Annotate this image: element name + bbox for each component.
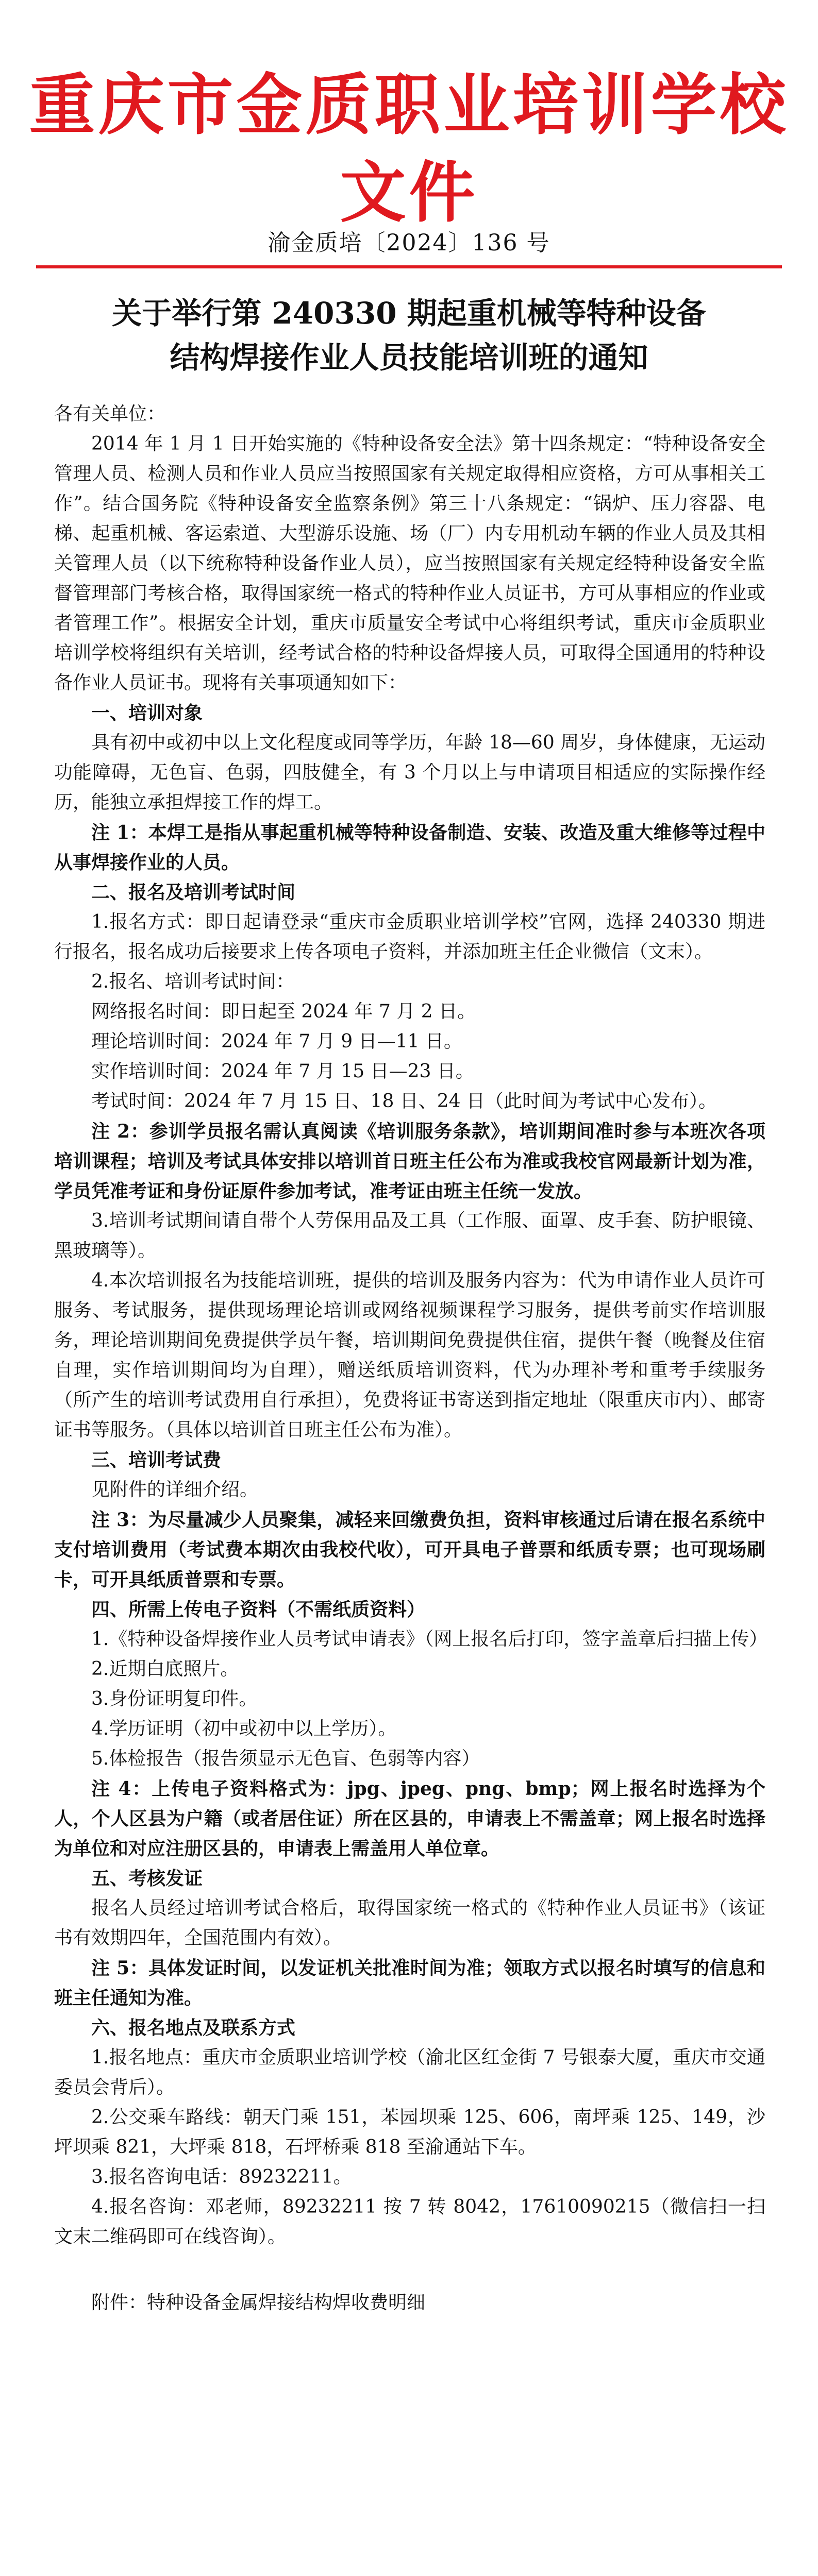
section-2-exam-date: 考试时间：2024 年 7 月 15 日、18 日、24 日（此时间为考试中心发布）。 bbox=[91, 1091, 717, 1112]
section-4-item-3: 3.身份证明复印件。 bbox=[91, 1688, 258, 1709]
section-6-address: 1.报名地点：重庆市金质职业培训学校（渝北区红金街 7 号银泰大厦，重庆市交通委员会背后）。 bbox=[54, 2047, 765, 2098]
section-3-heading: 三、培训考试费 bbox=[91, 1449, 222, 1471]
section-2-online-date: 网络报名时间：即日起至 2024 年 7 月 2 日。 bbox=[91, 1001, 476, 1022]
red-divider bbox=[36, 265, 782, 268]
section-3-note: 注 3：为尽量减少人员聚集，减轻来回缴费负担，资料审核通过后请在报名系统中支付培训费用（考试费本期次由我校代收），可开具电子普票和纸质专票；也可现场刷卡，可开具纸质普票和专票。 bbox=[54, 1509, 765, 1590]
section-1-text: 具有初中或初中以上文化程度或同等学历，年龄 18—60 周岁，身体健康，无运动功能障碍，无色盲、色弱，四肢健全，有 3 个月以上与申请项目相适应的实际操作经历，能独立承担焊接工作的焊工。 bbox=[54, 732, 765, 813]
section-4-item-1: 1.《特种设备焊接作业人员考试申请表》（网上报名后打印，签字盖章后扫描上传） bbox=[91, 1629, 768, 1650]
notice-title bbox=[62, 291, 756, 380]
notice-title-line-2: 结构焊接作业人员技能培训班的通知 bbox=[170, 340, 648, 375]
section-2-theory-date: 理论培训时间：2024 年 7 月 9 日—11 日。 bbox=[91, 1031, 462, 1052]
section-6-heading: 六、报名地点及联系方式 bbox=[91, 2017, 296, 2039]
intro-paragraph: 2014 年 1 月 1 日开始实施的《特种设备安全法》第十四条规定：“特种设备安全管理人员、检测人员和作业人员应当按照国家有关规定取得相应资格，方可从事相关工作”。结合国务院《特种设备安全监察条例》第三十八条规定：“锅炉、压力容器、电梯、起重机械、客运索道、大型游乐设施、场（厂）内专用机动车辆的作业人员及其相关管理人员（以下统称特种设备作业人员），应当按照国家有关规定经特种设备安全监督管理部门考核合格，取得国家统一格式的特种作业人员证书，方可从事相应的作业或者管理工作”。根据安全计划，重庆市质量安全考试中心将组织考试，重庆市金质职业培训学校将组织有关培训，经考试合格的特种设备焊接人员，可取得全国通用的特种设备作业人员证书。现将有关事项通知如下： bbox=[54, 433, 765, 693]
section-5-heading: 五、考核发证 bbox=[91, 1868, 203, 1889]
section-2-practice-date: 实作培训时间：2024 年 7 月 15 日—23 日。 bbox=[91, 1061, 474, 1082]
section-4-item-5: 5.体检报告（报告须显示无色盲、色弱等内容） bbox=[91, 1748, 480, 1769]
section-2-equipment: 3.培训考试期间请自带个人劳保用品及工具（工作服、面罩、皮手套、防护眼镜、黑玻璃等）。 bbox=[54, 1210, 765, 1261]
notice-body bbox=[54, 399, 768, 2318]
section-5-text: 报名人员经过培训考试合格后，取得国家统一格式的《特种作业人员证书》（该证书有效期四年，全国范围内有效）。 bbox=[54, 1897, 765, 1948]
section-1-note: 注 1：本焊工是指从事起重机械等特种设备制造、安装、改造及重大维修等过程中从事焊接作业的人员。 bbox=[54, 822, 765, 873]
section-1-heading: 一、培训对象 bbox=[91, 702, 203, 724]
section-4-item-4: 4.学历证明（初中或初中以上学历）。 bbox=[91, 1718, 397, 1739]
attachment-reference: 附件：特种设备金属焊接结构焊收费明细 bbox=[91, 2292, 426, 2313]
section-6-phone: 3.报名咨询电话：89232211。 bbox=[91, 2166, 352, 2188]
salutation: 各有关单位： bbox=[54, 403, 166, 425]
document-number: 渝金质培〔2024〕136 号 bbox=[268, 230, 550, 256]
section-2-heading: 二、报名及培训考试时间 bbox=[91, 882, 296, 903]
section-2-signup: 1.报名方式：即日起请登录“重庆市金质职业培训学校”官网，选择 240330 期进行报名，报名成功后接要求上传各项电子资料，并添加班主任企业微信（文末）。 bbox=[54, 911, 765, 962]
section-4-heading: 四、所需上传电子资料（不需纸质资料） bbox=[91, 1599, 426, 1620]
section-2-note: 注 2：参训学员报名需认真阅读《培训服务条款》，培训期间准时参与本班次各项培训课程；培训及考试具体安排以培训首日班主任公布为准或我校官网最新计划为准，学员凭准考证和身份证原件参加考试，准考证由班主任统一发放。 bbox=[54, 1121, 765, 1202]
section-4-item-2: 2.近期白底照片。 bbox=[91, 1658, 239, 1680]
section-6-contact: 4.报名咨询：邓老师，89232211 按 7 转 8042，17610090215（微信扫一扫文末二维码即可在线咨询）。 bbox=[54, 2196, 765, 2247]
masthead-title: 重庆市金质职业培训学校文件 bbox=[29, 67, 789, 231]
section-6-bus-routes: 2.公交乘车路线：朝天门乘 151，苯园坝乘 125、606，南坪乘 125、149，沙坪坝乘 821，大坪乘 818，石坪桥乘 818 至渝通站下车。 bbox=[54, 2107, 765, 2158]
section-4-note: 注 4：上传电子资料格式为：jpg、jpeg、png、bmp；网上报名时选择为个人，个人区县为户籍（或者居住证）所在区县的，申请表上不需盖章；网上报名时选择为单位和对应注册区县的，申请表上需盖用人单位章。 bbox=[54, 1778, 765, 1859]
section-5-note: 注 5：具体发证时间，以发证机关批准时间为准；领取方式以报名时填写的信息和班主任通知为准。 bbox=[54, 1957, 765, 2009]
notice-title-line-1: 关于举行第 240330 期起重机械等特种设备 bbox=[112, 296, 706, 331]
section-2-times: 2.报名、培训考试时间： bbox=[91, 971, 295, 992]
section-2-services: 4.本次培训报名为技能培训班，提供的培训及服务内容为：代为申请作业人员许可服务、考试服务，提供现场理论培训或网络视频课程学习服务，提供考前实作培训服务，理论培训期间免费提供学员午餐，培训期间免费提供住宿，提供午餐（晚餐及住宿自理，实作培训期间均为自理），赠送纸质培训资料，代为办理补考和重考手续服务（所产生的培训考试费用自行承担），免费将证书寄送到指定地址（限重庆市内）、邮寄证书等服务。（具体以培训首日班主任公布为准）。 bbox=[54, 1270, 765, 1440]
section-3-text: 见附件的详细介绍。 bbox=[91, 1479, 259, 1500]
